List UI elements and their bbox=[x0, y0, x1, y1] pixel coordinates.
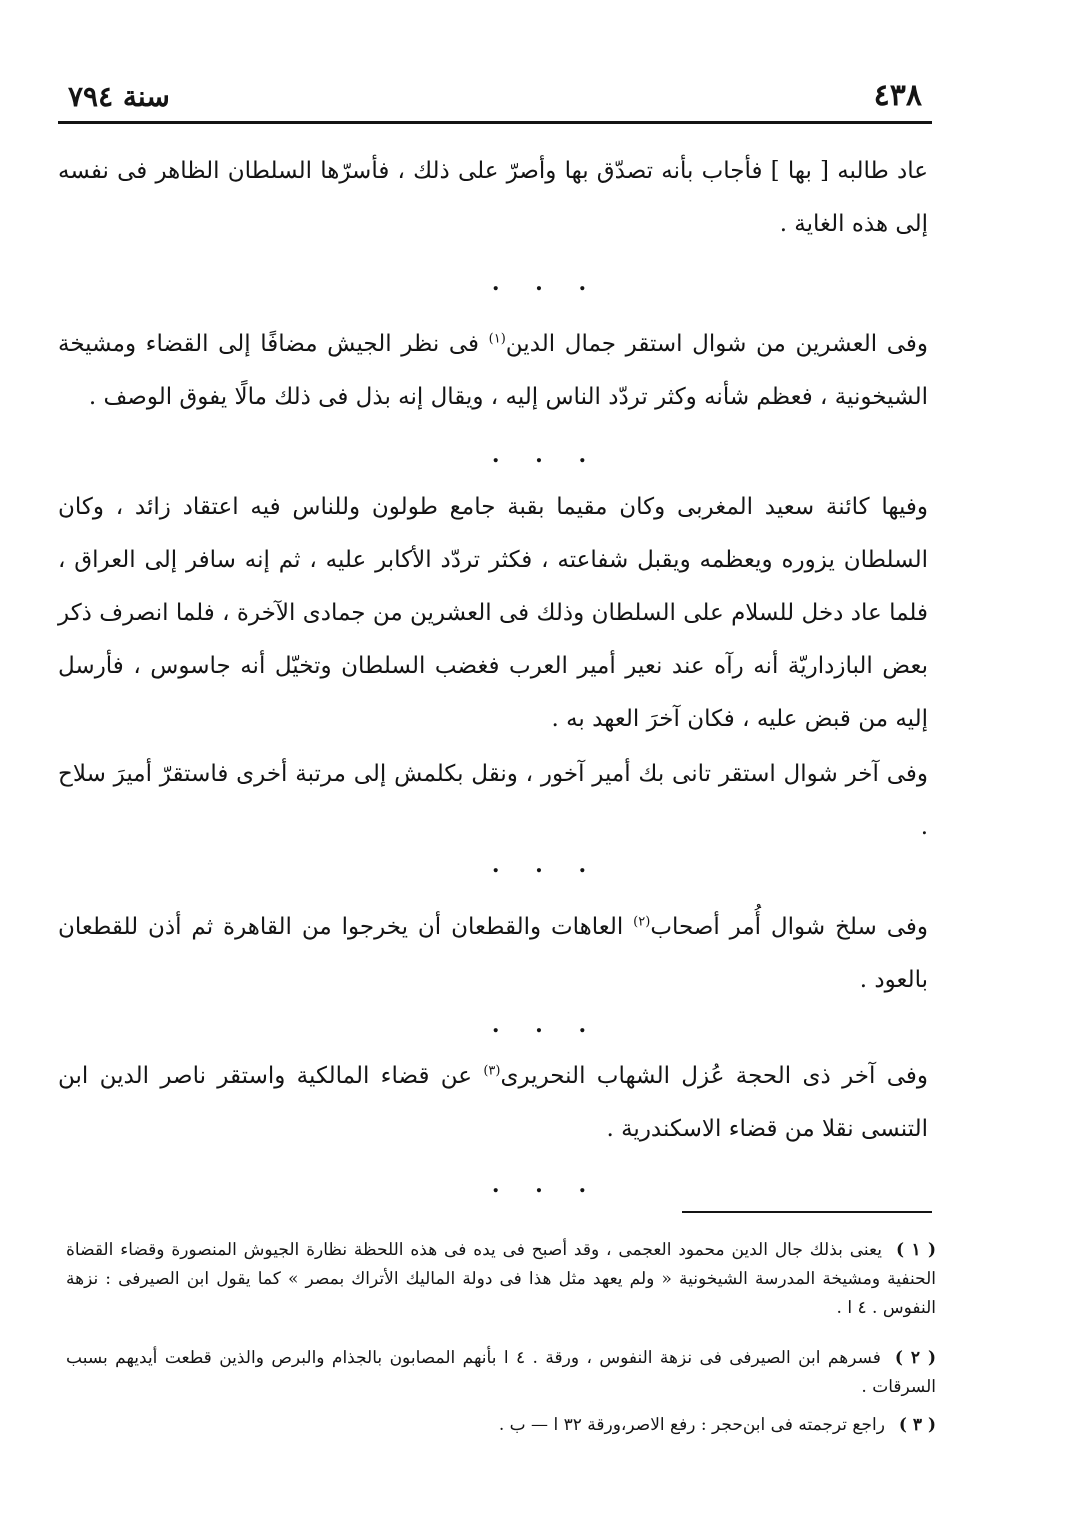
paragraph-1 bbox=[58, 145, 928, 251]
footnote-text: راجع ترجمته فى ابن‌حجر : رفع الاصر،ورقة ٣٢ ا — ب . bbox=[498, 1415, 885, 1435]
footnote-1 bbox=[66, 1236, 936, 1323]
paragraph-text: العاهات والقطعان أن يخرجوا من القاهرة ثم أذن للقطعان بالعود . bbox=[58, 914, 928, 993]
paragraph-text: فى نظر الجيش مضافًا إلى القضاء ومشيخة الشيخونية ، فعظم شأنه وكثر تردّد الناس إليه ، ويقال إنه بذل فى ذلك مالًا يفوق الوصف . bbox=[58, 331, 928, 410]
footnote-reference: (٢) bbox=[633, 914, 651, 930]
page-number: ٤٣٨ bbox=[873, 78, 922, 113]
footnote-reference: (٣) bbox=[483, 1063, 501, 1079]
footnote-rule bbox=[682, 1211, 932, 1213]
paragraph-text: وفى آخر ذى الحجة عُزل الشهاب النحريرى bbox=[500, 1063, 928, 1089]
paragraph-text: وفيها كائنة سعيد المغربى وكان مقيما بقبة جامع طولون وللناس فيه اعتقاد زائد ، وكان السلطان يزوره ويعظمه ويقبل شفاعته ، فكثر تردّد الأكابر عليه ، ثم إنه سافر إلى العراق ، فلما عاد دخل للسلام على السلطان وذلك فى العشرين من جمادى الآخرة ، فلما انصرف ذكر بعض البازداريّة أنه رآه عند نعير أمير العرب فغضب السلطان وتخيّل أنه جاسوس ، فأرسل إليه من قبض عليه ، فكان آخرَ العهد به . bbox=[58, 494, 928, 732]
footnote-marker: ( ٣ ) bbox=[898, 1415, 936, 1435]
paragraph-text: وفى آخر شوال استقر تانى بك أمير آخور ، ونقل بكلمش إلى مرتبة أخرى فاستقرّ أميرَ سلاح . bbox=[58, 761, 928, 840]
footnote-reference: (١) bbox=[488, 331, 506, 347]
section-separator: . . . bbox=[491, 442, 601, 468]
footnote-marker: ( ٢ ) bbox=[894, 1348, 936, 1368]
section-separator: . . . bbox=[491, 270, 601, 296]
page-header bbox=[60, 78, 932, 118]
paragraph-4 bbox=[58, 748, 928, 854]
paragraph-text: وفى سلخ شوال أُمر أصحاب bbox=[650, 914, 928, 940]
section-separator: . . . bbox=[491, 1172, 601, 1198]
paragraph-text: عاد طالبه [ بها ] فأجاب بأنه تصدّق بها وأصرّ على ذلك ، فأسرّها السلطان الظاهر فى نفسه إلى هذه الغاية . bbox=[58, 158, 928, 237]
header-rule bbox=[58, 121, 932, 124]
footnote-text: فسرهم ابن الصيرفى فى نزهة النفوس ، ورقة . ٤ ا بأنهم المصابون بالجذام والبرص والذين قطعت أيديهم بسبب السرقات . bbox=[66, 1348, 936, 1397]
paragraph-2 bbox=[58, 318, 928, 424]
paragraph-6 bbox=[58, 1050, 928, 1156]
paragraph-text: وفى العشرين من شوال استقر جمال الدين bbox=[505, 331, 928, 357]
footnote-text: يعنى بذلك جال الدين محمود العجمى ، وقد أصبح فى يده فى هذه اللحظة نظارة الجيوش المنصورة وقضاء القضاة الحنفية ومشيخة المدرسة الشيخونية « ولم يعهد مثل هذا فى دولة الماليك الأتراك بمصر » كما يقول ابن الصيرفى : نزهة النفوس . ٤ ا . bbox=[66, 1240, 936, 1318]
footnote-3 bbox=[66, 1411, 936, 1440]
paragraph-3 bbox=[58, 481, 928, 746]
section-separator: . . . bbox=[491, 1012, 601, 1038]
footnote-2 bbox=[66, 1344, 936, 1402]
paragraph-text: عن قضاء المالكية واستقر ناصر الدين ابن التنسى نقلا من قضاء الاسكندرية . bbox=[58, 1063, 928, 1142]
section-separator: . . . bbox=[491, 852, 601, 878]
footnote-marker: ( ١ ) bbox=[896, 1240, 937, 1260]
paragraph-5 bbox=[58, 901, 928, 1007]
running-head-year: سنة ٧٩٤ bbox=[68, 80, 170, 113]
